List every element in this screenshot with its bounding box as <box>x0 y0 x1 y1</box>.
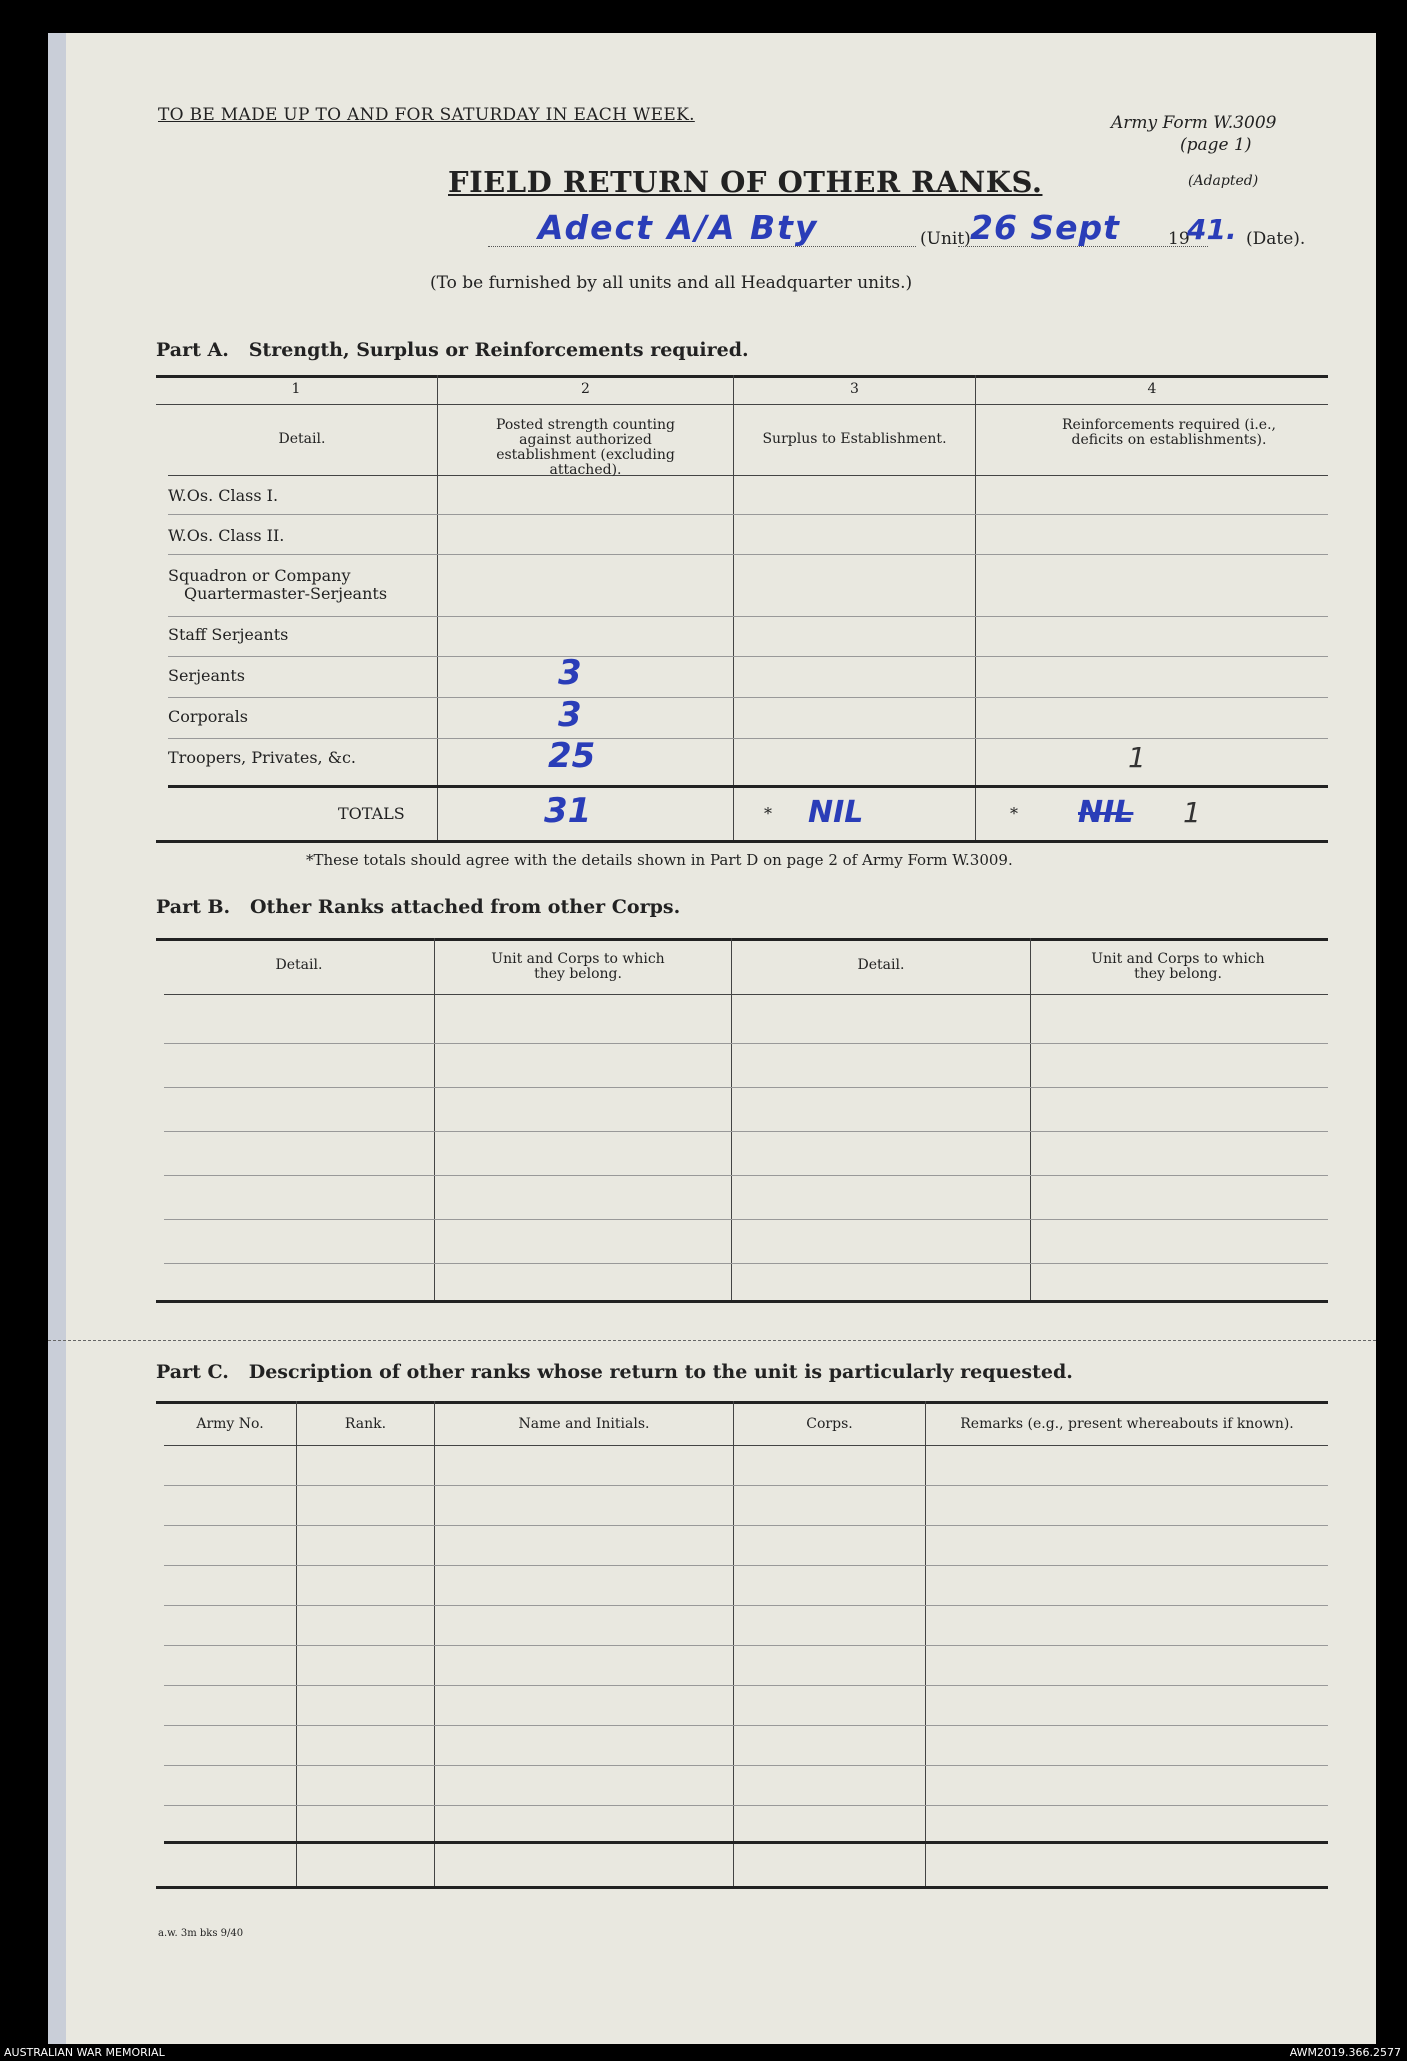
unit-handwritten: Adect A/A Bty <box>538 208 819 247</box>
troopers-posted: 25 <box>548 736 596 776</box>
header-detail: Detail. <box>278 431 326 447</box>
unit-dotted-line <box>488 246 916 247</box>
totals-label: TOTALS <box>338 804 405 823</box>
header-surplus: Surplus to Establishment. <box>762 431 947 447</box>
row-cqms-line2: Quartermaster-Serjeants <box>184 584 388 603</box>
paper-edge-strip <box>48 33 66 2045</box>
b-header-detail-2: Detail. <box>857 957 905 973</box>
troopers-reinforcements: 1 <box>1128 741 1146 774</box>
c-header-rank: Rank. <box>344 1416 387 1432</box>
part-a-heading: Part A. Strength, Surplus or Reinforcements required. <box>156 339 749 361</box>
row-cqms: Squadron or Company <box>168 566 351 585</box>
row-staff-serjeants: Staff Serjeants <box>168 625 289 644</box>
c-header-army-no: Army No. <box>196 1416 264 1432</box>
col-number-3: 3 <box>850 381 859 397</box>
col-number-4: 4 <box>1147 381 1157 397</box>
totals-posted: 31 <box>544 791 592 831</box>
row-corporals: Corporals <box>168 707 248 726</box>
form-number: Army Form W.3009 <box>1111 113 1277 133</box>
row-troopers: Troopers, Privates, &c. <box>168 748 357 767</box>
c-header-remarks: Remarks (e.g., present whereabouts if known). <box>960 1416 1294 1432</box>
archive-footer <box>0 2044 1407 2061</box>
print-code: a.w. 3m bks 9/40 <box>158 1928 244 1939</box>
serjeants-posted: 3 <box>558 653 582 693</box>
b-header-unit-corps-1: Unit and Corps to which they belong. <box>491 951 665 982</box>
corporals-posted: 3 <box>558 695 582 735</box>
reinf-star: * <box>1010 804 1018 823</box>
totals-reinf-struck: NIL <box>1078 795 1134 830</box>
unit-label: (Unit) <box>920 229 971 249</box>
header-posted-strength: Posted strength counting against authorized establishment (excluding attached). <box>495 417 676 478</box>
part-c-heading: Part C. Description of other ranks whose return to the unit is particularly requested. <box>156 1361 1073 1383</box>
year-handwritten: 41. <box>1187 213 1237 246</box>
header-reinforcements: Reinforcements required (i.e., deficits on establishments). <box>1062 417 1276 448</box>
part-b-heading: Part B. Other Ranks attached from other Corps. <box>156 896 681 918</box>
row-serjeants: Serjeants <box>168 666 245 685</box>
totals-reinf: 1 <box>1183 796 1201 829</box>
adapted-label: (Adapted) <box>1188 173 1259 189</box>
b-header-detail-1: Detail. <box>275 957 323 973</box>
date-label: (Date). <box>1246 229 1306 249</box>
col-number-2: 2 <box>581 381 590 397</box>
surplus-star: * <box>764 804 772 823</box>
date-handwritten: 26 Sept <box>970 208 1120 247</box>
c-header-corps: Corps. <box>806 1416 853 1432</box>
totals-footnote: *These totals should agree with the details shown in Part D on page 2 of Army Form W.3009. <box>306 851 1013 869</box>
footer-accession: AWM2019.366.2577 <box>1289 2046 1401 2059</box>
row-wo-class-1: W.Os. Class I. <box>168 486 279 505</box>
col-number-1: 1 <box>291 381 301 397</box>
furnished-note: (To be furnished by all units and all Headquarter units.) <box>430 273 913 293</box>
footer-institution: AUSTRALIAN WAR MEMORIAL <box>4 2046 165 2059</box>
b-header-unit-corps-2: Unit and Corps to which they belong. <box>1091 951 1265 982</box>
totals-surplus: NIL <box>808 795 864 830</box>
page-number: (page 1) <box>1180 135 1252 155</box>
row-wo-class-2: W.Os. Class II. <box>168 526 285 545</box>
year-prefix: 19 <box>1168 229 1190 249</box>
c-header-name: Name and Initials. <box>518 1416 650 1432</box>
form-title: FIELD RETURN OF OTHER RANKS. <box>448 165 1043 199</box>
tear-line <box>48 1340 1376 1341</box>
form-sheet <box>48 33 1376 2045</box>
instruction-line: TO BE MADE UP TO AND FOR SATURDAY IN EACH WEEK. <box>158 105 695 125</box>
